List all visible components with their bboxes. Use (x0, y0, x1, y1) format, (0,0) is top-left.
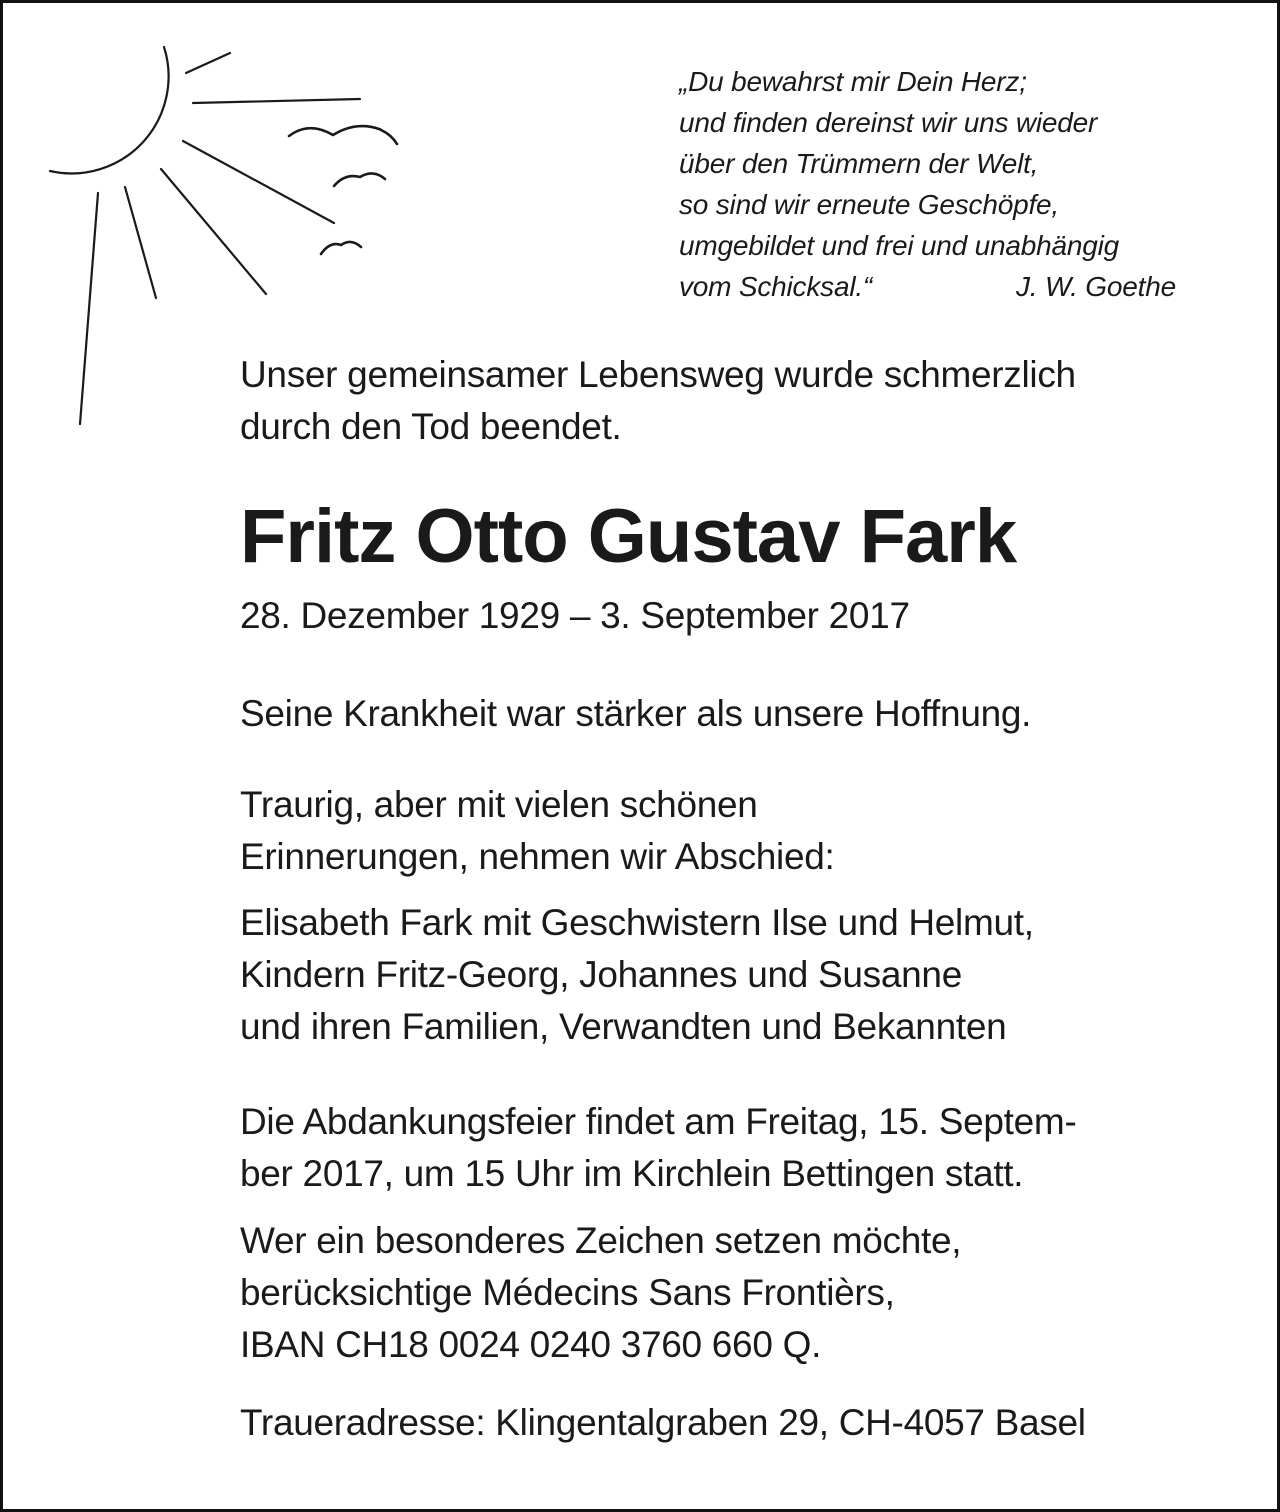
ceremony-info (240, 1096, 1230, 1200)
ceremony-line: Die Abdankungsfeier findet am Freitag, 15. Septem- (240, 1101, 1077, 1142)
farewell-text (240, 779, 1230, 883)
mourners-line: Elisabeth Fark mit Geschwistern Ilse und Helmut, (240, 902, 1034, 943)
ceremony-line: ber 2017, um 15 Uhr im Kirchlein Bettingen statt. (240, 1153, 1024, 1194)
mourners-line: und ihren Familien, Verwandten und Bekannten (240, 1006, 1007, 1047)
farewell-line: Traurig, aber mit vielen schönen (240, 784, 758, 825)
intro-text (240, 349, 1230, 453)
quote-author: J. W. Goethe (1016, 271, 1176, 302)
quote-line: so sind wir erneute Geschöpfe, (679, 189, 1059, 220)
deceased-name: Fritz Otto Gustav Fark (240, 494, 1017, 579)
quote-line: und finden dereinst wir uns wieder (679, 107, 1098, 138)
mourners-list (240, 897, 1230, 1053)
intro-line: durch den Tod beendet. (240, 406, 622, 447)
quote-line: vom Schicksal.“ (679, 271, 873, 302)
bird-icon (334, 173, 385, 186)
quote-line: „Du bewahrst mir Dein Herz; (679, 66, 1027, 97)
donation-line: berücksichtige Médecins Sans Frontièrs, (240, 1272, 895, 1313)
donation-info (240, 1215, 1230, 1371)
quote-line: umgebildet und frei und unabhängig (679, 230, 1119, 261)
iban-line: IBAN CH18 0024 0240 3760 660 Q. (240, 1324, 822, 1365)
quote-line-last (679, 266, 1239, 307)
bird-icon (321, 242, 361, 254)
life-dates: 28. Dezember 1929 – 3. September 2017 (240, 595, 910, 636)
bird-icon (289, 126, 397, 144)
mourners-line: Kindern Fritz-Georg, Johannes und Susanne (240, 954, 962, 995)
illness-sentence: Seine Krankheit war stärker als unsere Hoffnung. (240, 693, 1032, 734)
quote-line: über den Trümmern der Welt, (679, 148, 1039, 179)
goethe-quote (679, 61, 1239, 307)
intro-line: Unser gemeinsamer Lebensweg wurde schmerzlich (240, 354, 1076, 395)
mourning-address: Traueradresse: Klingentalgraben 29, CH-4057 Basel (240, 1402, 1086, 1443)
donation-line: Wer ein besonderes Zeichen setzen möchte, (240, 1220, 962, 1261)
farewell-line: Erinnerungen, nehmen wir Abschied: (240, 836, 835, 877)
